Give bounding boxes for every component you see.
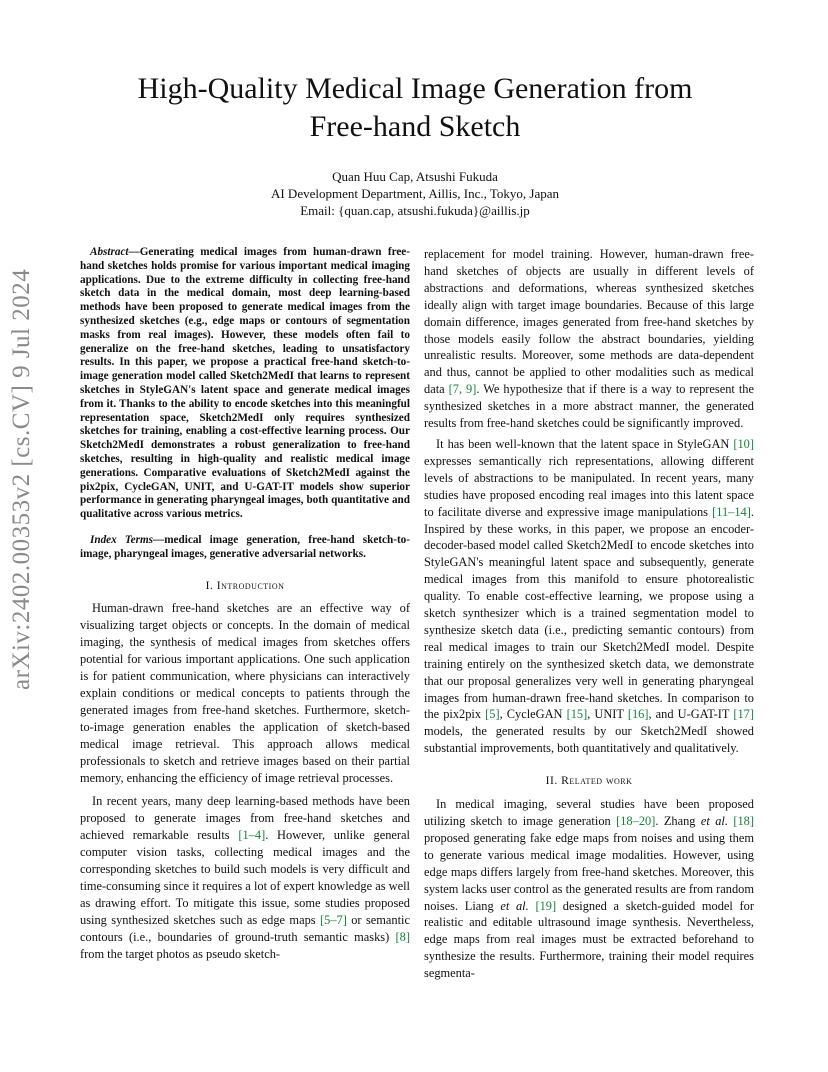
- intro-paragraph-2: [80, 793, 410, 962]
- affiliation: AI Development Department, Aillis, Inc., Tokyo, Japan: [270, 186, 560, 201]
- section-heading-related-work: II. Related work: [545, 774, 633, 788]
- index-terms-label: Index Terms: [90, 533, 154, 546]
- intro-paragraph-1: Human-drawn free-hand sketches are an effective way of visualizing target objects or concepts. In the domain of medical imaging, the synthesis of medical images from sketches offers potential for various important applications. One such application is for patient communication, where physicians can interactively explain conditions or medical concepts to patients through the generated images from free-hand sketches. Furthermore, sketch-to-image generation enables the application of sketch-based medical image retrieval. This approach allows medical professionals to sketch and retrieve images based on their partial memory, enhancing the efficiency of image retrieval processes.: [80, 601, 410, 785]
- left-column: [80, 246, 410, 962]
- abstract-label: Abstract: [90, 246, 129, 258]
- text-run: . Zhang: [655, 814, 701, 828]
- citation-link[interactable]: [7, 9]: [448, 382, 477, 397]
- text-run: . Inspired by these works, in this paper, we propose an encoder-decoder-based model called Sketch2MedI to encode sketches into StyleGAN's meaningful latent space and subsequently, generate medical images from this manifold to ensure photorealistic quality. To enable cost-effective learning, we propose using a sketch synthesizer which is a trained segmentation model to synthesize sketch data (i.e., predicting semantic contours) from real medical images to train our Sketch2MedI model. Despite training entirely on the synthesized sketch data, we demonstrate that our proposal generalizes very well in generating pharyngeal images from human-drawn free-hand sketches. In comparison to the pix2pix: [424, 504, 754, 722]
- citation-link[interactable]: [5–7]: [320, 912, 347, 927]
- text-run: , CycleGAN: [499, 707, 567, 722]
- index-terms: [80, 534, 410, 562]
- text-run: or semantic contours (i.e., boundaries of ground-truth semantic masks): [80, 912, 410, 944]
- citation-link[interactable]: [19]: [535, 898, 557, 913]
- index-terms-text: —medical image generation, free-hand sketch-to-image, pharyngeal images, generative adversarial networks.: [80, 533, 410, 560]
- text-run: proposed generating fake edge maps from noises and using them to generate various medical image modalities. However, using edge maps differs largely from free-hand sketches. Moreover, this system lacks user control as the generated results are from random noises. Liang: [424, 830, 754, 913]
- text-run: In recent years, many deep learning-based methods have been proposed to generate images from free-hand sketches and achieved remarkable results: [80, 794, 410, 843]
- citation-link[interactable]: [5]: [485, 707, 500, 722]
- section-heading-introduction: I. Introduction: [205, 578, 285, 592]
- citation-link[interactable]: [17]: [733, 707, 754, 722]
- text-run: . We hypothesize that if there is a way to represent the synthesized sketches in a more abstract manner, the generated results from free-hand sketches could be significantly improved.: [424, 382, 754, 431]
- text-run: replacement for model training. However, human-drawn free-hand sketches of objects are usually in different levels of abstractions and deformations, whereas synthesized sketches ideally align with target image boundaries. Because of this large domain difference, images generated from free-hand sketches by those models easily follow the abstract boundaries, yielding unrealistic results. Moreover, some methods are data-dependent and thus, cannot be applied to other modalities such as medical data: [424, 247, 754, 397]
- abstract: [80, 246, 410, 522]
- citation-link[interactable]: [18]: [733, 814, 754, 828]
- paper-title: [60, 70, 770, 146]
- abstract-text: —Generating medical images from human-drawn free-hand sketches holds promise for various important medical imaging applications. Due to the extreme difficulty in collecting free-hand sketch data in the medical domain, most deep learning-based methods have been proposed to generate medical images from the synthesized sketches (e.g., edge maps or contours of segmentation masks from real images). However, these models often fail to generalize on the free-hand sketches, leading to unsatisfactory results. In this paper, we propose a practical free-hand sketch-to-image generation model called Sketch2MedI that learns to represent sketches in StyleGAN's latent space and generate medical images from it. Thanks to the ability to encode sketches into this meaningful representation space, Sketch2MedI only requires synthesized sketches for training, enabling a cost-effective learning process. Our Sketch2MedI demonstrates a robust generalization to free-hand sketches, resulting in high-quality and realistic medical image generations. Comparative evaluations of Sketch2MedI against the pix2pix, CycleGAN, UNIT, and U-GAT-IT models show superior performance in generating pharyngeal images, both quantitative and qualitative across various metrics.: [80, 246, 410, 521]
- citation-link[interactable]: [18–20]: [616, 814, 656, 828]
- text-run: expresses semantically rich representations, allowing different levels of abstractions to be manipulated. In recent years, many studies have proposed encoding real images into this latent space to facilitate diverse and expressive image manipulations: [424, 453, 754, 519]
- citation-link[interactable]: [10]: [733, 436, 754, 451]
- text-run: . However, unlike general computer vision tasks, collecting medical images and the corresponding sketches to build such models is very difficult and time-consuming since it requires a lot of expert knowledge as well as drawing effort. To mitigate this issue, some studies proposed using synthesized sketches such as edge maps: [80, 828, 410, 927]
- citation-link[interactable]: [1–4]: [238, 828, 266, 843]
- citation-link[interactable]: [11–14]: [712, 504, 751, 519]
- text-run: It has been well-known that the latent space in StyleGAN: [436, 436, 734, 451]
- right-column: [424, 246, 754, 982]
- paper-header: [60, 70, 770, 219]
- text-run: from the target photos as pseudo sketch-: [80, 946, 281, 961]
- related-paragraph-1: [424, 796, 754, 982]
- citation-link[interactable]: [16]: [627, 707, 649, 722]
- arxiv-identifier: arXiv:2402.00353v2 [cs.CV] 9 Jul 2024: [8, 268, 35, 690]
- title-line-2: Free-hand Sketch: [309, 110, 521, 143]
- citation-link[interactable]: [15]: [566, 707, 588, 722]
- et-al: et al.: [700, 814, 728, 828]
- email-line: Email: {quan.cap, atsushi.fukuda}@aillis.jp: [300, 203, 530, 218]
- et-al: et al.: [500, 898, 529, 913]
- author-list: Quan Huu Cap, Atsushi Fukuda: [332, 169, 498, 184]
- text-run: , and U-GAT-IT: [648, 707, 734, 722]
- intro-paragraph-2-continued: [424, 246, 754, 432]
- intro-paragraph-3: [424, 436, 754, 757]
- text-run: models, the generated results by our Sketch2MedI showed substantial improvements, both quantitatively and qualitatively.: [424, 724, 754, 756]
- text-run: , UNIT: [587, 707, 628, 722]
- title-line-1: High-Quality Medical Image Generation from: [137, 72, 693, 105]
- text-run: designed a sketch-guided model for realistic and editable ultrasound image synthesis. Nevertheless, edge maps from real images must be extracted beforehand to synthesize the results. Furthermore, training their model requires segmenta-: [424, 898, 754, 981]
- text-run: In medical imaging, several studies have been proposed utilizing sketch to image generation: [424, 797, 754, 828]
- citation-link[interactable]: [8]: [395, 929, 410, 944]
